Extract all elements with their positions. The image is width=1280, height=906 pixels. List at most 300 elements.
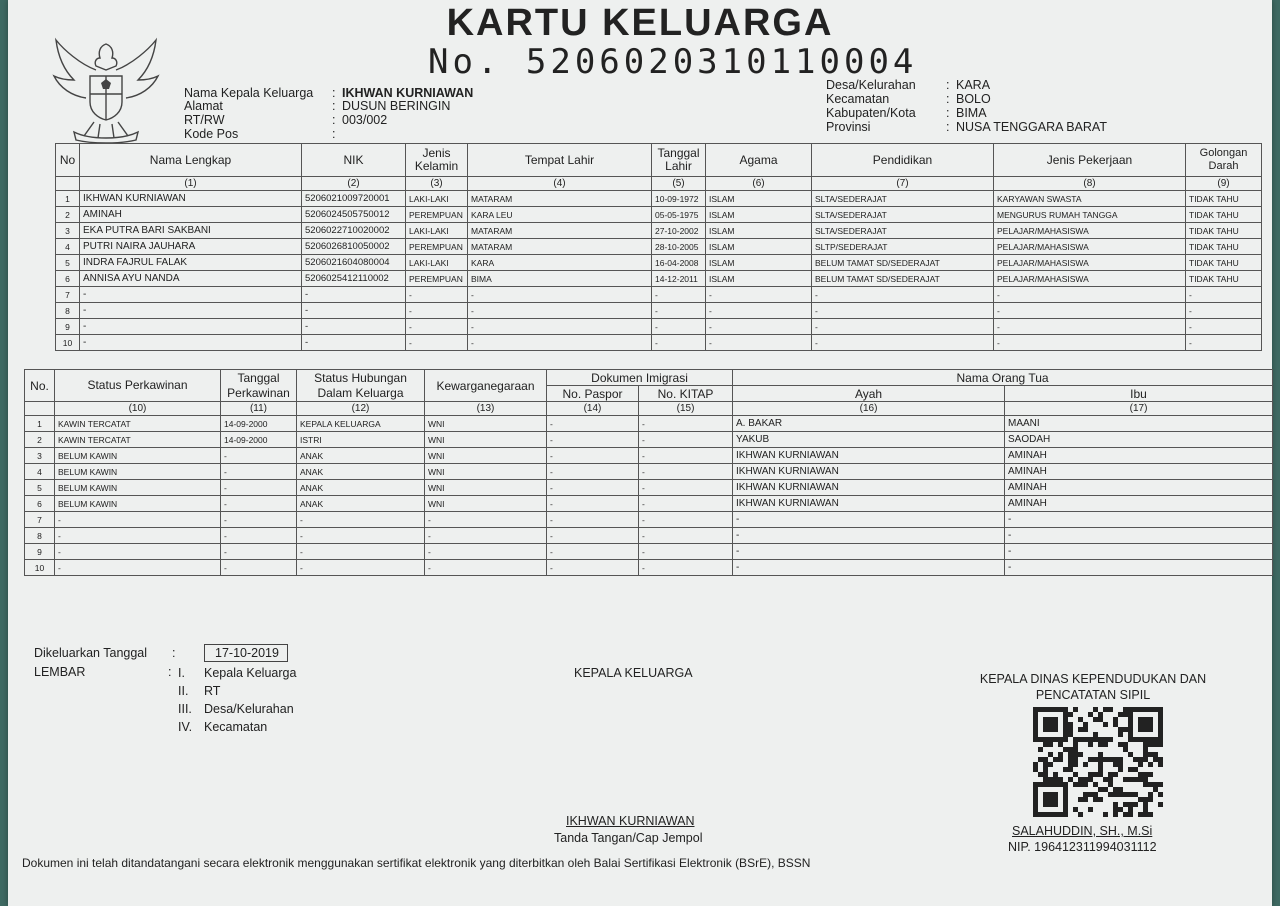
index-cell: (3) (406, 177, 468, 191)
table-cell: - (639, 416, 733, 432)
header-label: RT/RW (184, 113, 225, 127)
table-cell: 10 (56, 335, 80, 351)
table-row (56, 287, 1262, 303)
table-cell: - (55, 544, 221, 560)
header-right (826, 78, 1186, 138)
table-cell: 7 (25, 512, 55, 528)
table-cell: - (639, 512, 733, 528)
table-cell: 10-09-1972 (652, 191, 706, 207)
table-cell: - (652, 303, 706, 319)
lembar-item-num: III. (178, 702, 192, 716)
table-cell: BELUM KAWIN (55, 448, 221, 464)
table-cell: 9 (25, 544, 55, 560)
table-cell: KAWIN TERCATAT (55, 432, 221, 448)
table-cell: - (547, 432, 639, 448)
header-row-rtrw: RT/RW : 003/002 (184, 113, 388, 127)
header-label: Kode Pos (184, 127, 239, 141)
column-header: Tanggal Perkawinan (221, 370, 297, 402)
index-cell: (2) (302, 177, 406, 191)
lembar-separator: : (168, 665, 172, 679)
table-cell: 14-12-2011 (652, 271, 706, 287)
table-cell: - (1005, 544, 1273, 560)
table-cell: ISLAM (706, 207, 812, 223)
table-cell: - (706, 319, 812, 335)
issued-date: 17-10-2019 (204, 644, 288, 662)
column-header: Jenis Pekerjaan (994, 144, 1186, 177)
header-label: Kecamatan (826, 92, 890, 106)
index-cell: (10) (55, 402, 221, 416)
table-row (56, 271, 1262, 287)
lembar-item-label: Kecamatan (204, 720, 268, 734)
table-cell: 1 (25, 416, 55, 432)
table-cell: - (468, 335, 652, 351)
table-header-row (25, 370, 1273, 386)
table-cell: - (733, 512, 1005, 528)
header-label: Desa/Kelurahan (826, 78, 916, 92)
table-cell: - (406, 287, 468, 303)
table-row (25, 496, 1273, 512)
table-cell: BELUM TAMAT SD/SEDERAJAT (812, 271, 994, 287)
table-cell: - (1186, 335, 1262, 351)
header-value: BOLO (956, 92, 991, 106)
table-cell: LAKI-LAKI (406, 223, 468, 239)
table-cell: - (221, 448, 297, 464)
table-cell: 4 (56, 239, 80, 255)
column-header: Tempat Lahir (468, 144, 652, 177)
header-label: Kabupaten/Kota (826, 106, 916, 120)
table-cell: KARA LEU (468, 207, 652, 223)
index-cell: (7) (812, 177, 994, 191)
table-index-row (25, 402, 1273, 416)
header-value: DUSUN BERINGIN (342, 99, 451, 113)
table-cell: - (812, 303, 994, 319)
column-header: Tanggal Lahir (652, 144, 706, 177)
table-cell: WNI (425, 416, 547, 432)
table-cell: SAODAH (1005, 432, 1273, 448)
table-cell: - (639, 496, 733, 512)
signature-caption: Tanda Tangan/Cap Jempol (554, 831, 703, 845)
table-row (56, 303, 1262, 319)
index-cell (56, 177, 80, 191)
dinas-title-line2: PENCATATAN SIPIL (1035, 688, 1151, 702)
index-cell: (9) (1186, 177, 1262, 191)
table-cell: MAANI (1005, 416, 1273, 432)
table-cell: - (639, 480, 733, 496)
table-cell: BELUM KAWIN (55, 464, 221, 480)
header-row-desa: Desa/Kelurahan : KARA (826, 78, 991, 92)
table-cell: KARYAWAN SWASTA (994, 191, 1186, 207)
table-cell: WNI (425, 432, 547, 448)
index-cell: (6) (706, 177, 812, 191)
table-cell: ISLAM (706, 239, 812, 255)
table-cell: - (297, 512, 425, 528)
table-cell: - (468, 287, 652, 303)
document-number: No. 5206020310110004 (428, 42, 918, 82)
column-header: Golongan Darah (1186, 144, 1262, 177)
header-row-nama: Nama Kepala Keluarga : IKHWAN KURNIAWAN (184, 86, 474, 100)
table-cell: - (302, 319, 406, 335)
table-cell: KAWIN TERCATAT (55, 416, 221, 432)
table-cell: - (652, 335, 706, 351)
table-cell: - (547, 480, 639, 496)
table-row (25, 416, 1273, 432)
table-cell: - (221, 496, 297, 512)
table-cell: - (1186, 287, 1262, 303)
table-cell: 5206026810050002 (302, 239, 406, 255)
table-cell: 1 (56, 191, 80, 207)
lembar-item-num: IV. (178, 720, 193, 734)
table-cell: 5206025412110002 (302, 271, 406, 287)
table-cell: 8 (56, 303, 80, 319)
table-row (25, 464, 1273, 480)
table-cell: LAKI-LAKI (406, 255, 468, 271)
table-cell: SLTP/SEDERAJAT (812, 239, 994, 255)
table-cell: TIDAK TAHU (1186, 239, 1262, 255)
table-row (56, 335, 1262, 351)
index-cell: (4) (468, 177, 652, 191)
table-cell: - (706, 287, 812, 303)
table-cell: WNI (425, 448, 547, 464)
table-cell: TIDAK TAHU (1186, 191, 1262, 207)
table-row (25, 448, 1273, 464)
column-header: Ibu (1005, 386, 1273, 402)
table-cell: KEPALA KELUARGA (297, 416, 425, 432)
table-cell: MATARAM (468, 191, 652, 207)
table-cell: - (425, 512, 547, 528)
e-signature-disclaimer: Dokumen ini telah ditandatangani secara elektronik menggunakan sertifikat elektronik yang diterbitkan oleh Balai Sertifikasi Elektronik (BSrE), BSSN (22, 856, 811, 870)
table-row (56, 191, 1262, 207)
table-cell: - (547, 416, 639, 432)
lembar-item-label: Kepala Keluarga (204, 666, 297, 680)
table-cell: 5206024505750012 (302, 207, 406, 223)
table-cell: 5 (56, 255, 80, 271)
table-cell: ANAK (297, 464, 425, 480)
table-cell: - (425, 528, 547, 544)
table-cell: - (994, 319, 1186, 335)
table-cell: - (55, 512, 221, 528)
table-cell: - (297, 560, 425, 576)
column-header: Dokumen Imigrasi (547, 370, 733, 386)
table-cell: 2 (56, 207, 80, 223)
table-cell: LAKI-LAKI (406, 191, 468, 207)
table-cell: - (221, 544, 297, 560)
table-index-row (56, 177, 1262, 191)
lembar-item-num: II. (178, 684, 189, 698)
column-header: Pendidikan (812, 144, 994, 177)
table-row (25, 560, 1273, 576)
table-cell: AMINAH (80, 207, 302, 223)
table-cell: ANAK (297, 448, 425, 464)
table-row (56, 239, 1262, 255)
table-cell: - (547, 496, 639, 512)
table-cell: ANAK (297, 496, 425, 512)
column-header: No. KITAP (639, 386, 733, 402)
table-cell: BELUM KAWIN (55, 496, 221, 512)
table-cell: - (706, 335, 812, 351)
table-cell: 05-05-1975 (652, 207, 706, 223)
table-cell: ISLAM (706, 255, 812, 271)
table-cell: ANNISA AYU NANDA (80, 271, 302, 287)
garuda-emblem-icon (50, 36, 162, 144)
table-cell: - (80, 335, 302, 351)
table-cell: - (302, 303, 406, 319)
table-cell: - (80, 303, 302, 319)
qr-code-icon (1033, 706, 1163, 818)
header-value: 003/002 (342, 113, 388, 127)
table-cell: WNI (425, 496, 547, 512)
table-cell: 5206021604080004 (302, 255, 406, 271)
column-header: No (56, 144, 80, 177)
table-cell: - (221, 560, 297, 576)
table-cell: - (639, 464, 733, 480)
column-header: Status Hubungan Dalam Keluarga (297, 370, 425, 402)
table-cell: - (639, 544, 733, 560)
table-cell: 16-04-2008 (652, 255, 706, 271)
lembar-item-num: I. (178, 666, 185, 680)
index-cell: (17) (1005, 402, 1273, 416)
table-cell: - (1005, 560, 1273, 576)
table-cell: - (80, 319, 302, 335)
table-cell: AMINAH (1005, 496, 1273, 512)
table-cell: - (994, 303, 1186, 319)
table-cell: MENGURUS RUMAH TANGGA (994, 207, 1186, 223)
table-cell: ISLAM (706, 223, 812, 239)
table-cell: - (812, 287, 994, 303)
table-cell: - (733, 544, 1005, 560)
table-cell: 4 (25, 464, 55, 480)
table-cell: - (547, 528, 639, 544)
table-cell: SLTA/SEDERAJAT (812, 223, 994, 239)
index-cell: (5) (652, 177, 706, 191)
table-cell: 6 (56, 271, 80, 287)
index-cell: (11) (221, 402, 297, 416)
table-cell: - (406, 335, 468, 351)
table-cell: - (812, 319, 994, 335)
column-header: Nama Lengkap (80, 144, 302, 177)
table-cell: WNI (425, 480, 547, 496)
table-cell: - (812, 335, 994, 351)
table-cell: MATARAM (468, 239, 652, 255)
table-cell: 28-10-2005 (652, 239, 706, 255)
table-cell: - (221, 528, 297, 544)
header-row-kecamatan: Kecamatan : BOLO (826, 92, 991, 106)
table-cell: PELAJAR/MAHASISWA (994, 271, 1186, 287)
kepala-keluarga-title: KEPALA KELUARGA (574, 666, 693, 680)
table-cell: PELAJAR/MAHASISWA (994, 239, 1186, 255)
index-cell: (1) (80, 177, 302, 191)
table-cell: TIDAK TAHU (1186, 223, 1262, 239)
table-cell: - (468, 303, 652, 319)
table-cell: TIDAK TAHU (1186, 255, 1262, 271)
table-cell: TIDAK TAHU (1186, 207, 1262, 223)
table-cell: IKHWAN KURNIAWAN (80, 191, 302, 207)
table-cell: PEREMPUAN (406, 239, 468, 255)
table-cell: - (80, 287, 302, 303)
table-row (56, 223, 1262, 239)
index-cell: (12) (297, 402, 425, 416)
table-cell: - (733, 560, 1005, 576)
table-cell: 7 (56, 287, 80, 303)
table-cell: - (639, 528, 733, 544)
table-cell: - (1005, 528, 1273, 544)
column-header: No. (25, 370, 55, 402)
header-label: Alamat (184, 99, 223, 113)
header-value: NUSA TENGGARA BARAT (956, 120, 1107, 134)
table-cell: - (302, 335, 406, 351)
header-row-alamat: Alamat : DUSUN BERINGIN (184, 99, 451, 113)
table-header-row (56, 144, 1262, 177)
index-cell: (16) (733, 402, 1005, 416)
header-label: Provinsi (826, 120, 871, 134)
table-cell: EKA PUTRA BARI SAKBANI (80, 223, 302, 239)
header-row-kodepos: Kode Pos : (184, 127, 336, 141)
official-name: SALAHUDDIN, SH., M.Si (1012, 824, 1153, 838)
table-cell: PUTRI NAIRA JAUHARA (80, 239, 302, 255)
family-status-table (24, 369, 1273, 576)
table-row (25, 480, 1273, 496)
table-cell: 8 (25, 528, 55, 544)
lembar-item-label: RT (204, 684, 221, 698)
table-cell: - (547, 544, 639, 560)
table-cell: - (639, 448, 733, 464)
column-header: No. Paspor (547, 386, 639, 402)
column-header: NIK (302, 144, 406, 177)
table-cell: BELUM KAWIN (55, 480, 221, 496)
table-cell: - (639, 560, 733, 576)
table-cell: - (547, 464, 639, 480)
table-cell: A. BAKAR (733, 416, 1005, 432)
issued-label: Dikeluarkan Tanggal (34, 646, 148, 660)
table-cell: - (547, 448, 639, 464)
table-cell: PEREMPUAN (406, 207, 468, 223)
table-cell: - (547, 512, 639, 528)
table-cell: TIDAK TAHU (1186, 271, 1262, 287)
table-cell: - (297, 528, 425, 544)
header-row-kabupaten: Kabupaten/Kota : BIMA (826, 106, 987, 120)
table-row (25, 544, 1273, 560)
table-cell: ISLAM (706, 191, 812, 207)
column-header: Status Perkawinan (55, 370, 221, 402)
table-cell: AMINAH (1005, 464, 1273, 480)
table-cell: 14-09-2000 (221, 416, 297, 432)
table-cell: BELUM TAMAT SD/SEDERAJAT (812, 255, 994, 271)
dinas-title-line1: KEPALA DINAS KEPENDUDUKAN DAN (979, 672, 1207, 686)
column-header: Jenis Kelamin (406, 144, 468, 177)
table-cell: IKHWAN KURNIAWAN (733, 464, 1005, 480)
table-cell: BIMA (468, 271, 652, 287)
table-cell: - (652, 319, 706, 335)
table-cell: IKHWAN KURNIAWAN (733, 448, 1005, 464)
lembar-item-label: Desa/Kelurahan (204, 702, 294, 716)
table-cell: - (994, 335, 1186, 351)
table-row (25, 528, 1273, 544)
table-cell: KARA (468, 255, 652, 271)
table-cell: - (406, 303, 468, 319)
table-cell: - (221, 464, 297, 480)
table-cell: SLTA/SEDERAJAT (812, 207, 994, 223)
table-cell: - (406, 319, 468, 335)
table-cell: 3 (25, 448, 55, 464)
table-cell: PELAJAR/MAHASISWA (994, 223, 1186, 239)
table-cell: INDRA FAJRUL FALAK (80, 255, 302, 271)
index-cell: (14) (547, 402, 639, 416)
official-nip: NIP. 196412311994031112 (1008, 840, 1157, 854)
table-cell: - (1005, 512, 1273, 528)
table-cell: - (706, 303, 812, 319)
header-row-provinsi: Provinsi : NUSA TENGGARA BARAT (826, 120, 1107, 134)
table-cell: - (221, 480, 297, 496)
table-cell: ANAK (297, 480, 425, 496)
family-status-body (25, 416, 1273, 576)
table-cell: - (425, 544, 547, 560)
table-cell: - (302, 287, 406, 303)
header-left (184, 86, 604, 146)
document-title: KARTU KELUARGA (446, 2, 834, 44)
table-cell: MATARAM (468, 223, 652, 239)
table-cell: - (468, 319, 652, 335)
table-cell: YAKUB (733, 432, 1005, 448)
issued-separator: : (172, 646, 176, 660)
table-row (56, 255, 1262, 271)
table-cell: - (994, 287, 1186, 303)
table-cell: - (652, 287, 706, 303)
column-header: Agama (706, 144, 812, 177)
table-cell: - (425, 560, 547, 576)
index-cell (25, 402, 55, 416)
table-cell: - (55, 528, 221, 544)
kepala-keluarga-name: IKHWAN KURNIAWAN (566, 814, 695, 828)
header-value: KARA (956, 78, 991, 92)
header-value: BIMA (956, 106, 987, 120)
table-cell: PEREMPUAN (406, 271, 468, 287)
column-header: Nama Orang Tua (733, 370, 1273, 386)
table-cell: - (1186, 319, 1262, 335)
family-members-table (55, 143, 1262, 351)
table-cell: 27-10-2002 (652, 223, 706, 239)
table-cell: 2 (25, 432, 55, 448)
table-row (25, 512, 1273, 528)
table-cell: SLTA/SEDERAJAT (812, 191, 994, 207)
table-cell: - (639, 432, 733, 448)
index-cell: (13) (425, 402, 547, 416)
table-row (56, 319, 1262, 335)
table-cell: 14-09-2000 (221, 432, 297, 448)
table-cell: - (547, 560, 639, 576)
family-card-document (8, 0, 1272, 906)
table-cell: 5 (25, 480, 55, 496)
table-cell: ISTRI (297, 432, 425, 448)
table-cell: 6 (25, 496, 55, 512)
column-header: Kewarganegaraan (425, 370, 547, 402)
table-cell: - (221, 512, 297, 528)
table-cell: - (297, 544, 425, 560)
table-cell: IKHWAN KURNIAWAN (733, 496, 1005, 512)
index-cell: (15) (639, 402, 733, 416)
table-cell: - (1186, 303, 1262, 319)
table-cell: - (55, 560, 221, 576)
table-cell: AMINAH (1005, 448, 1273, 464)
table-row (56, 207, 1262, 223)
table-cell: ISLAM (706, 271, 812, 287)
table-cell: 10 (25, 560, 55, 576)
table-cell: 9 (56, 319, 80, 335)
header-label: Nama Kepala Keluarga (184, 86, 314, 100)
table-cell: 3 (56, 223, 80, 239)
table-cell: WNI (425, 464, 547, 480)
table-cell: AMINAH (1005, 480, 1273, 496)
table-cell: - (733, 528, 1005, 544)
index-cell: (8) (994, 177, 1186, 191)
